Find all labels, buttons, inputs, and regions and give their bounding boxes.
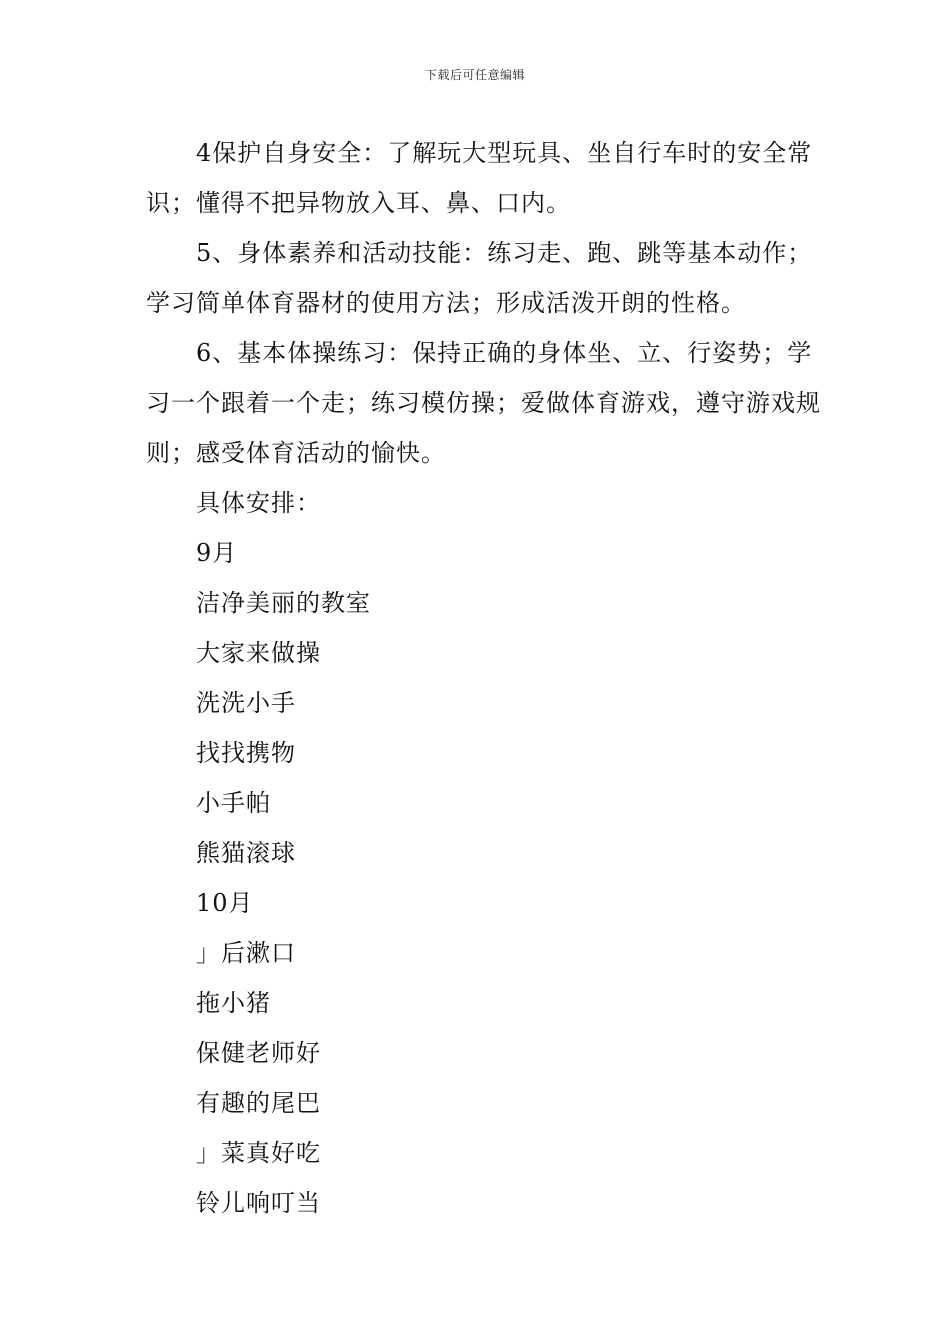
schedule-item: 大家来做操: [196, 639, 321, 667]
month-label: 9月: [196, 539, 238, 567]
month-label: 10月: [196, 889, 254, 917]
schedule-item: 洗洗小手: [196, 689, 296, 717]
schedule-item: 铃儿响叮当: [196, 1189, 321, 1217]
schedule-heading: 具体安排：: [196, 489, 321, 517]
schedule-item: 熊猫滚球: [196, 839, 296, 867]
paragraph-safety: 4保护自身安全：了解玩大型玩具、坐自行车时的安全常识；懂得不把异物放入耳、鼻、口内。: [146, 139, 813, 217]
page-header: 下载后可任意编辑: [424, 68, 525, 82]
schedule-item: 洁净美丽的教室: [196, 589, 371, 617]
schedule-item: 保健老师好: [196, 1039, 321, 1067]
schedule-item: 找找携物: [196, 739, 296, 767]
paragraph-physical-skills: 5、身体素养和活动技能：练习走、跑、跳等基本动作；学习简单体育器材的使用方法；形成活泼开朗的性格。: [146, 239, 813, 317]
schedule-item: 」后漱口: [196, 939, 296, 967]
schedule-item: 」菜真好吃: [196, 1139, 321, 1167]
schedule-item: 有趣的尾巴: [196, 1089, 321, 1117]
paragraph-gymnastics: 6、基本体操练习：保持正确的身体坐、立、行姿势；学习一个跟着一个走；练习模仿操；爱做体育游戏，遵守游戏规则；感受体育活动的愉快。: [146, 339, 821, 467]
schedule-item: 拖小猪: [196, 989, 271, 1017]
document-body: [146, 128, 836, 1228]
schedule-item: 小手帕: [196, 789, 271, 817]
